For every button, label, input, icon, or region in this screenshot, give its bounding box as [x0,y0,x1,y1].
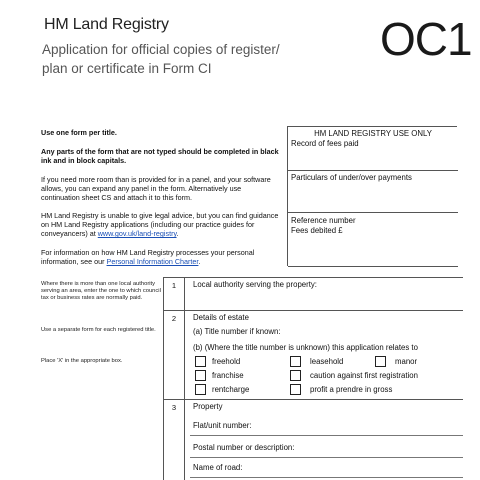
org-name: HM Land Registry [44,16,169,33]
caution-label: caution against first registration [310,371,418,380]
panel-1-label: Local authority serving the property: [193,280,317,289]
panel-3-top-border [163,399,463,400]
freehold-checkbox[interactable] [195,356,206,367]
charter-link[interactable]: Personal Information Charter [106,257,199,266]
franchise-checkbox[interactable] [195,370,206,381]
flat-unit-divider [190,435,463,436]
profit-label: profit a prendre in gross [310,385,393,394]
relates-to-label: (b) (Where the title number is unknown) this application relates to [193,343,418,352]
more-room-note: If you need more room than is provided for in a panel, and your software allows, you can expand any panel in the form. Alternatively use continuation sheet CS and attach it to this form. [41,175,271,202]
leasehold-label: leasehold [310,357,344,366]
manor-checkbox[interactable] [375,356,386,367]
caution-checkbox[interactable] [290,370,301,381]
panel-1-top-border [163,277,463,278]
profit-checkbox[interactable] [290,384,301,395]
form-code: OC1 [380,13,472,65]
road-name-divider [190,477,463,478]
panel-2-number: 2 [171,314,177,323]
freehold-label: freehold [212,357,241,366]
panel-1-number: 1 [171,281,177,290]
road-name-label[interactable]: Name of road: [193,463,243,472]
panel-3-number: 3 [171,403,177,412]
record-fees-label: Record of fees paid [291,139,359,148]
panel-number-divider [184,277,185,480]
franchise-label: franchise [212,371,244,380]
panel-2-top-border [163,310,463,311]
legal-advice-end: . [176,229,179,238]
flat-unit-label[interactable]: Flat/unit number: [193,421,252,430]
postal-number-label[interactable]: Postal number or description: [193,443,295,452]
manor-label: manor [395,357,418,366]
office-use-box [287,126,457,266]
particulars-label: Particulars of under/over payments [291,173,412,182]
margin-note-separate-form: Use a separate form for each registered title. [41,327,156,333]
one-form-note: Use one form per title. [41,128,117,137]
reference-cell [288,213,458,267]
particulars-cell [288,171,458,213]
personal-info-end: . [198,257,201,266]
fees-debited-label: Fees debited £ [291,226,343,235]
legal-advice-text: HM Land Registry is unable to give legal advice, but you can find guidance on HM Land Registry applications (including our practice guides for conveyancers) at [41,211,279,238]
subtitle-line-2: plan or certificate in Form CI [42,61,212,76]
typed-note: Any parts of the form that are not typed should be completed in black ink and in block capitals. [41,147,279,165]
personal-info-text: For information on how HM Land Registry processes your personal information, see our [41,248,255,266]
title-number-label: (a) Title number if known: [193,327,281,336]
gov-link[interactable]: www.gov.uk/land-registry [97,229,177,238]
office-use-heading: HM LAND REGISTRY USE ONLY [314,129,432,138]
margin-note-place-x: Place 'X' in the appropriate box. [41,358,123,364]
panel-2-label: Details of estate [193,313,249,322]
postal-number-divider [190,457,463,458]
office-use-fees-cell [288,127,458,171]
rentcharge-label: rentcharge [212,385,250,394]
leasehold-checkbox[interactable] [290,356,301,367]
panel-3-label: Property [193,402,223,411]
subtitle-line-1: Application for official copies of register/ [42,42,280,57]
margin-note-local-authority: Where there is more than one local authority serving an area, enter the one to which council tax or business rates are normally paid. [41,281,161,301]
form-subtitle [42,40,302,78]
personal-info-note [41,248,281,266]
legal-advice-note [41,211,281,238]
rentcharge-checkbox[interactable] [195,384,206,395]
reference-label: Reference number [291,216,356,225]
